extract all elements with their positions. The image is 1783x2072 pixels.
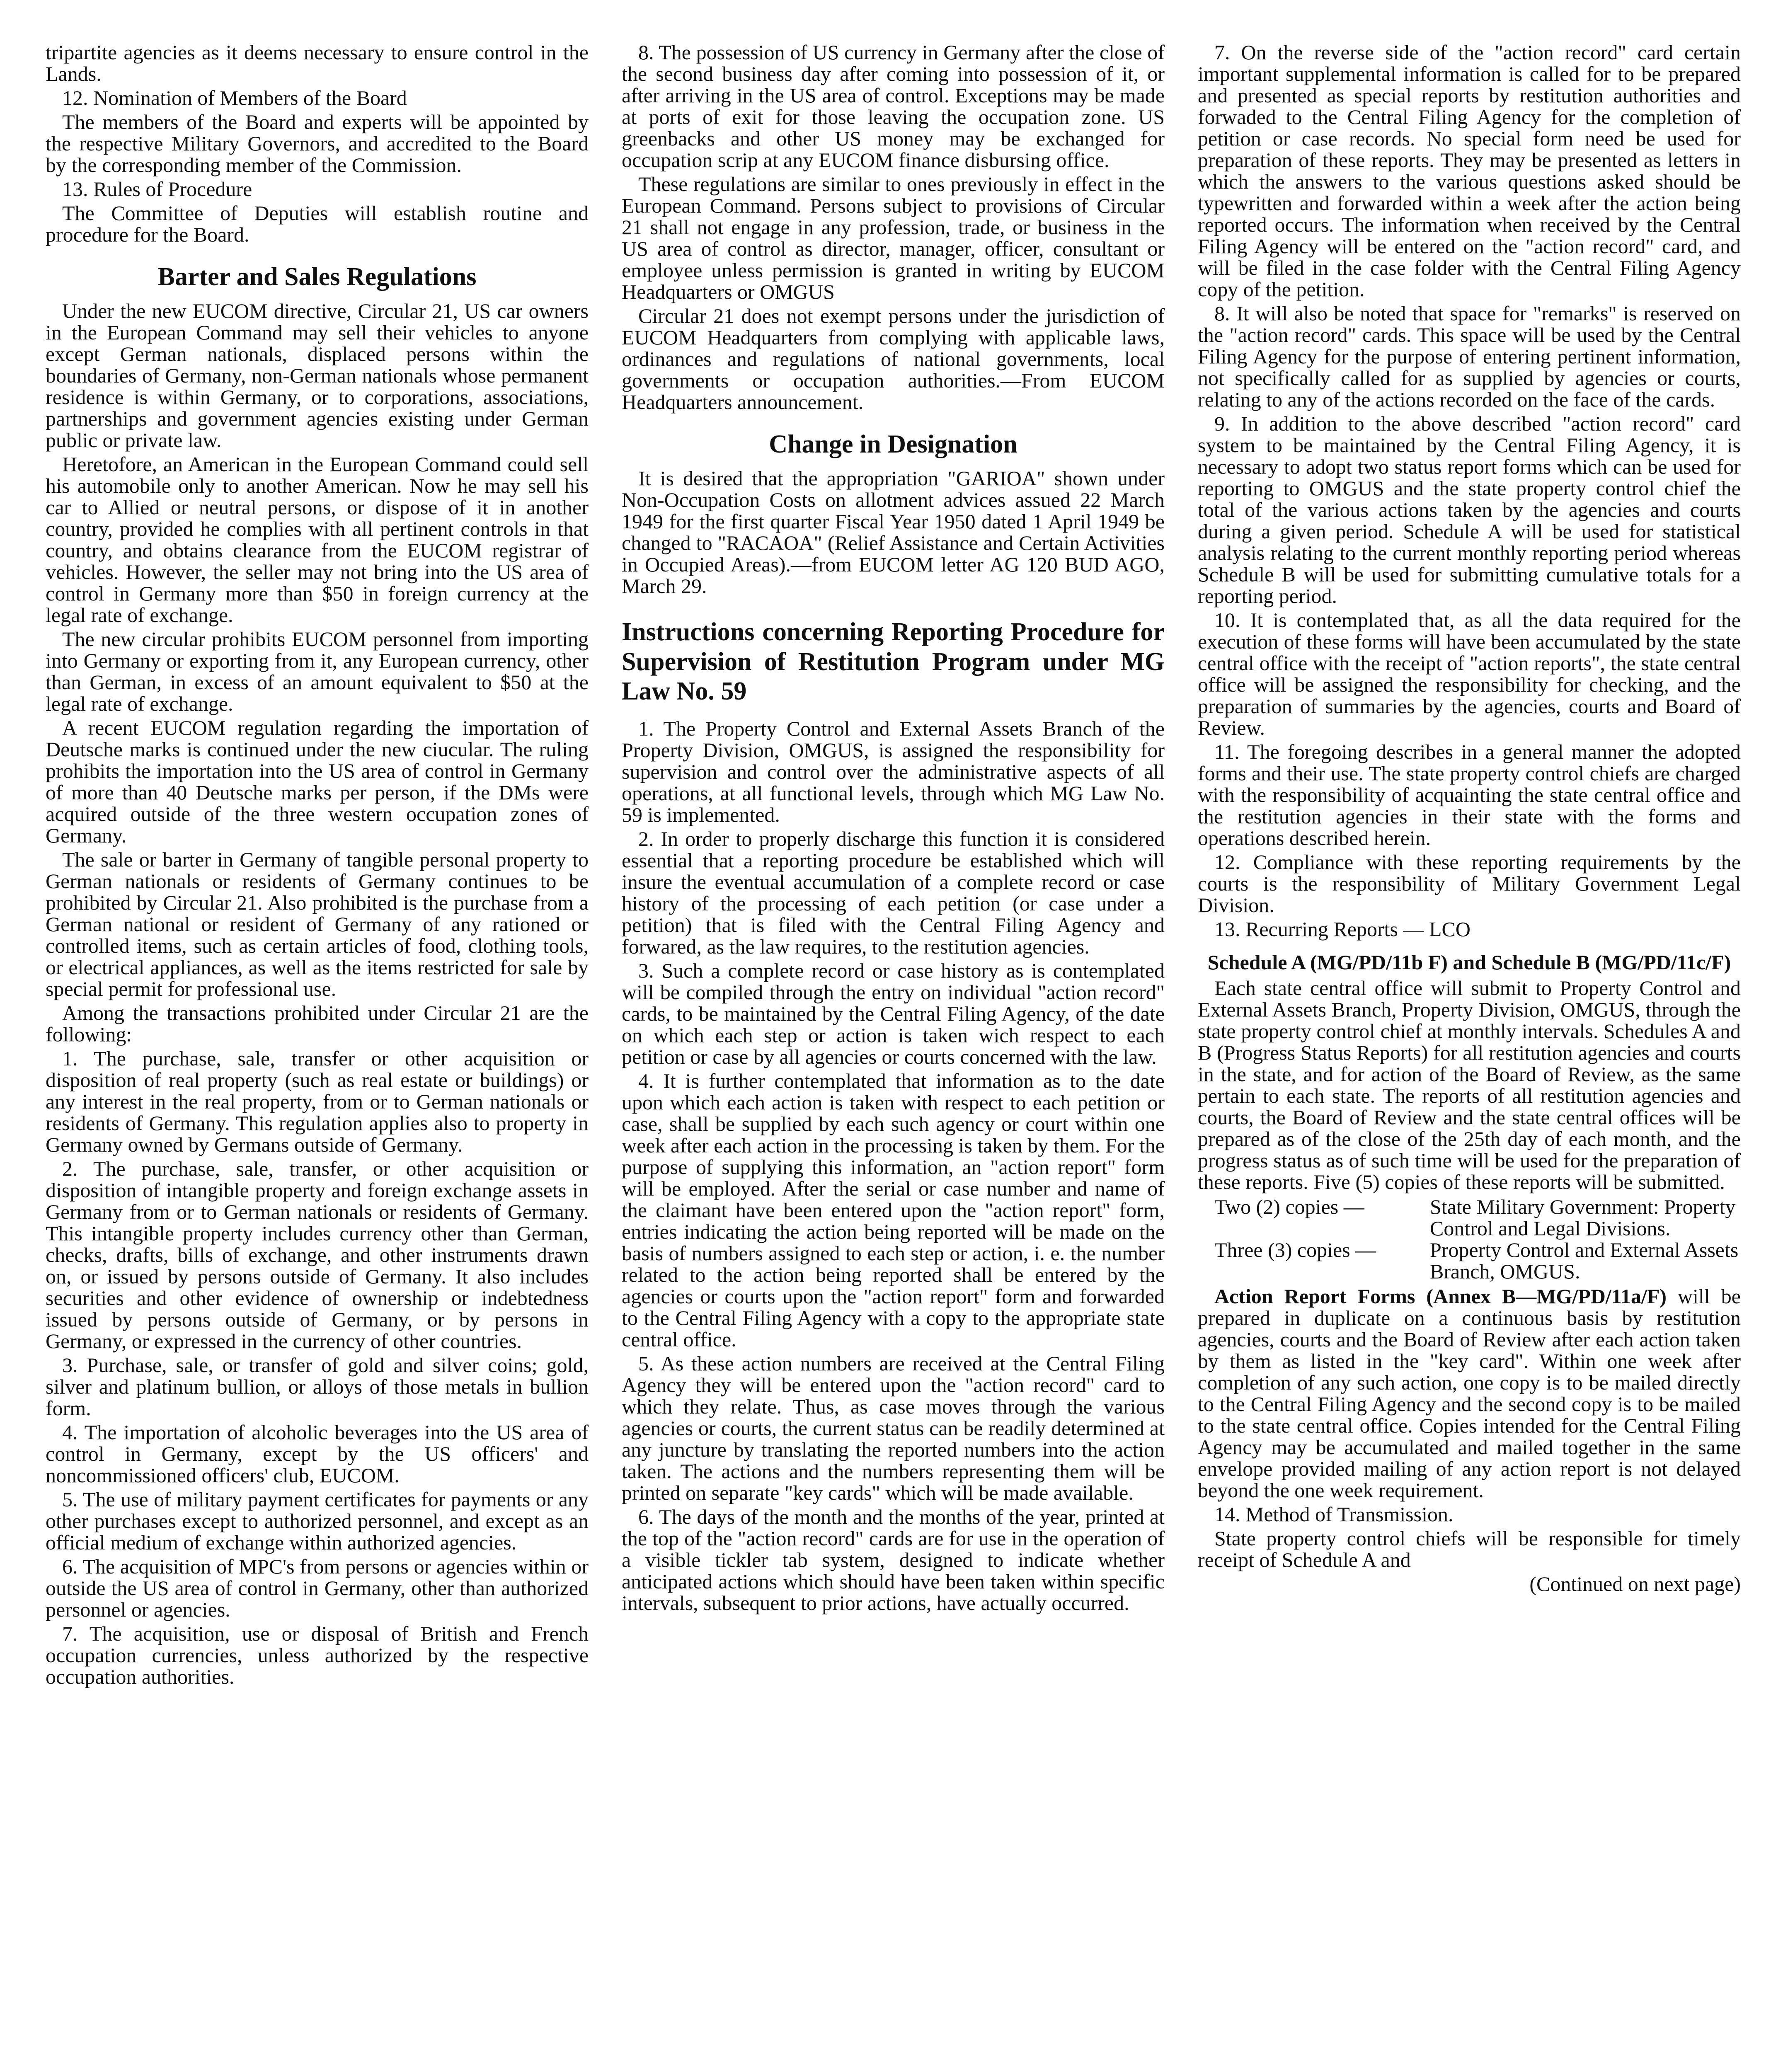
section-heading: 12. Nomination of Members of the Board	[62, 86, 407, 109]
list-item: 1. The Property Control and External Assets Branch of the Property Division, OMGUS, is assigned the responsibility for supervision and control over the administrative aspects of all operations, at all functional levels, through which MG Law No. 59 is implemented.	[622, 717, 1165, 827]
list-item: 5. As these action numbers are received at the Central Filing Agency they will be entered upon the "action record" card to which they relate. Thus, as case moves through the various agencies or courts, the current status can be readily determined at any juncture by translating the reported numbers into the action taken. The actions and the numbers representing them will be printed on separate "key cards" which will be made available.	[622, 1352, 1165, 1505]
page-body	[46, 41, 1741, 2072]
paragraph: The sale or barter in Germany of tangible personal property to German nationals or residents of Germany continues to be prohibited by Circular 21. Also prohibited is the purchase from a German national or resident of Germany of any rationed or controlled items, such as certain articles of food, clothing tools, or electrical appliances, as well as the items restricted for sale by special permit for professional use.	[46, 848, 589, 1001]
paragraph: Among the transactions prohibited under Circular 21 are the following:	[46, 1001, 589, 1046]
article-heading-change-in-designation: Change in Designation	[769, 430, 1017, 458]
article-heading-instructions: Instructions concerning Reporting Procedure for Supervision of Restitution Program under MG Law No. 59	[622, 618, 1165, 706]
schedule-heading: Schedule A (MG/PD/11b F) and Schedule B (MG/PD/11c/F)	[1207, 951, 1731, 974]
list-item: 9. In addition to the above described "action record" card system to be maintained by the Central Filing Agency, it is necessary to adopt two status report forms which can be used for reporting to OMGUS and the state property control chief the total of the various actions taken by the agencies and courts during a given period. Schedule A will be used for statistical analysis relating to the current monthly reporting period whereas Schedule B will be used for submitting cumulative totals for a reporting period.	[1198, 412, 1741, 608]
list-item: 3. Purchase, sale, or transfer of gold and silver coins; gold, silver and platinum bullion, or alloys of those metals in bullion form.	[46, 1353, 589, 1420]
list-item: 12. Compliance with these reporting requirements by the courts is the responsibility of Military Government Legal Division.	[1198, 850, 1741, 917]
paragraph: tripartite agencies as it deems necessary to ensure control in the Lands.	[46, 41, 589, 85]
column-1	[46, 41, 589, 2072]
paragraph-action-report-forms	[1198, 1285, 1741, 1501]
paragraph-text: will be prepared in duplicate on a continuous basis by restitution agencies, courts and the Board of Review after each action taken by them as listed in the "key card". Within one week after completion of any such action, one copy is to be mailed directly to the Central Filing Agency and the second copy is to be mailed to the state central office. Copies intended for the Central Filing Agency may be accumulated and mailed together in the same envelope provided mailing of any action report is not delayed beyond the one week requirement.	[1198, 1285, 1741, 1502]
paragraph: The Committee of Deputies will establish routine and procedure for the Board.	[46, 201, 589, 246]
copies-count: Three (3) copies —	[1214, 1238, 1376, 1261]
bold-lead-in: Action Report Forms (Annex B—MG/PD/11a/F)	[1214, 1285, 1667, 1308]
continued-note: (Continued on next page)	[1529, 1572, 1741, 1595]
section-heading: 13. Rules of Procedure	[62, 177, 252, 201]
paragraph: The members of the Board and experts will be appointed by the respective Military Governors, and accredited to the Board by the corresponding member of the Commission.	[46, 110, 589, 177]
paragraph: Under the new EUCOM directive, Circular 21, US car owners in the European Command may sell their vehicles to anyone except German nationals, displaced persons within the boundaries of Germany, non-German nationals whose permanent residence is within Germany, or to corporations, associations, partnerships and government agencies existing under German public or private law.	[46, 299, 589, 452]
paragraph: The new circular prohibits EUCOM personnel from importing into Germany or exporting from it, any European currency, other than German, in excess of an amount equivalent to $50 at the legal rate of exchange.	[46, 627, 589, 716]
paragraph: Circular 21 does not exempt persons under the jurisdiction of EUCOM Headquarters from complying with applicable laws, ordinances and regulations of national governments, local governments or occupation authorities.—From EUCOM Headquarters announcement.	[622, 304, 1165, 414]
list-item: 7. On the reverse side of the "action record" card certain important supplemental information is called for to be prepared and presented as special reports by restitution authorities and forwaded to the Central Filing Agency for the completion of petition or case records. No special form need be used for preparation of these reports. They may be presented as letters in which the answers to the various questions asked should be typewritten and forwarded within a week after the action being reported occurs. The information when received by the Central Filing Agency will be entered on the "action record" card, and will be filed in the case folder with the Central Filing Agency copy of the petition.	[1198, 41, 1741, 301]
list-item: 6. The days of the month and the months of the year, printed at the top of the "action record" cards are for use in the operation of a visible tickler tab system, designed to indicate whether anticipated actions which should have been taken within specific intervals, subsequent to prior actions, have actually occurred.	[622, 1505, 1165, 1615]
copies-destination: Property Control and External Assets Branch, OMGUS.	[1430, 1238, 1739, 1283]
copies-table	[1214, 1196, 1741, 1282]
list-item: 6. The acquisition of MPC's from persons or agencies within or outside the US area of control in Germany, other than authorized personnel or agencies.	[46, 1555, 589, 1622]
list-item: 8. The possession of US currency in Germany after the close of the second business day after coming into possession of it, or after arriving in the US area of control. Exceptions may be made at ports of exit for those leaving the occupation zone. US greenbacks and other US money may be exchanged for occupation scrip at any EUCOM finance disbursing office.	[622, 41, 1165, 172]
copies-destination: State Military Government: Property Control and Legal Divisions.	[1430, 1195, 1736, 1240]
list-item: 10. It is contemplated that, as all the data required for the execution of these forms will have been accumulated by the state central office with the receipt of "action reports", the state central office will be assigned the responsibility for checking, and the preparation of summaries by the agencies, courts and Board of Review.	[1198, 608, 1741, 739]
list-item: 4. The importation of alcoholic beverages into the US area of control in Germany, except by the US officers' and noncommissioned officers' club, EUCOM.	[46, 1421, 589, 1487]
list-item: 4. It is further contemplated that information as to the date upon which each action is taken with respect to each petition or case, shall be supplied by each such agency or court within one week after each action in the processing is taken by them. For the purpose of supplying this information, an "action report" form will be employed. After the serial or case number and name of the claimant have been entered upon the "action report" form, entries indicating the action being reported will be made on the basis of numbers assigned to each step or action, i. e. the number related to the action being reported shall be entered by the agencies or courts upon the "action report" form and forwarded to the Central Filing Agency with a copy to the appropriate state central office.	[622, 1069, 1165, 1351]
list-item: 11. The foregoing describes in a general manner the adopted forms and their use. The state property control chiefs are charged with the responsibility of acquainting the state central office and the restitution agencies in their state with the forms and operations described herein.	[1198, 740, 1741, 850]
list-item: 7. The acquisition, use or disposal of British and French occupation currencies, unless authorized by the respective occupation authorities.	[46, 1622, 589, 1689]
list-item: 2. In order to properly discharge this function it is considered essential that a reporting procedure be established which will insure the eventual accumulation of a complete record or case history of the processing of each petition (or case under a petition) that is filed with the Central Filing Agency and forwared, as the law requires, to the restitution agencies.	[622, 827, 1165, 959]
article-heading-barter: Barter and Sales Regulations	[157, 263, 477, 291]
list-item: 3. Such a complete record or case history as is contemplated will be compiled through the entry on individual "action record" cards, to be maintained by the Central Filing Agency, of the date on which each step or action is taken wich respect to each petition or case by all agencies or courts concerned with the law.	[622, 959, 1165, 1069]
list-item: 5. The use of military payment certificates for payments or any other purchases except to authorized personnel, and except as an official medium of exchange within authorized agencies.	[46, 1488, 589, 1554]
list-item: 2. The purchase, sale, transfer, or other acquisition or disposition of intangible property and foreign exchange assets in Germany from or to German nationals or residents of Germany. This intangible property includes currency other than German, checks, drafts, bills of exchange, and other instruments drawn on, or issued by persons outside of Germany. It also includes securities and other evidence of ownership or indebtedness issued by persons outside of Germany, or by persons in Germany, or expressed in the currency of other countries.	[46, 1157, 589, 1353]
list-item: 1. The purchase, sale, transfer or other acquisition or disposition of real property (such as real estate or buildings) or any interest in the real property, from or to German nationals or residents of Germany. This regulation applies also to property in Germany owned by Germans outside of Germany.	[46, 1047, 589, 1157]
paragraph: Heretofore, an American in the European Command could sell his automobile only to another American. Now he may sell his car to Allied or neutral persons, or dispose of it in another country, provided he complies with all pertinent controls in that country, and obtains clearance from the EUCOM registrar of vehicles. However, the seller may not bring into the US area of control in Germany more than $50 in foreign currency at the legal rate of exchange.	[46, 453, 589, 627]
section-heading: 13. Recurring Reports — LCO	[1214, 917, 1470, 941]
column-2	[622, 41, 1165, 2072]
paragraph: A recent EUCOM regulation regarding the importation of Deutsche marks is continued under the new ciucular. The ruling prohibits the importation into the US area of control in Germany of more than 40 Deutsche marks per person, if the DMs were acquired outside of the three western occupation zones of Germany.	[46, 716, 589, 847]
paragraph: These regulations are similar to ones previously in effect in the European Command. Persons subject to provisions of Circular 21 shall not engage in any profession, trade, or business in the US area of control as director, manager, officer, consultant or employee unless permission is granted in writing by EUCOM Headquarters or OMGUS	[622, 172, 1165, 303]
paragraph: State property control chiefs will be responsible for timely receipt of Schedule A and	[1198, 1527, 1741, 1571]
paragraph: It is desired that the appropriation "GARIOA" shown under Non-Occupation Costs on allotment advices assued 22 March 1949 for the first quarter Fiscal Year 1950 dated 1 April 1949 be changed to "RACAOA" (Relief Assistance and Certain Activities in Occupied Areas).—from EUCOM letter AG 120 BUD AGO, March 29.	[622, 467, 1165, 598]
copies-count: Two (2) copies —	[1214, 1195, 1364, 1218]
column-3	[1198, 41, 1741, 2072]
list-item: 8. It will also be noted that space for "remarks" is reserved on the "action record" cards. This space will be used by the Central Filing Agency for the purpose of entering pertinent information, not specifically called for as supplied by agencies or courts, relating to any of the actions recorded on the face of the cards.	[1198, 302, 1741, 411]
paragraph: Each state central office will submit to Property Control and External Assets Branch, Property Division, OMGUS, through the state property control chief at monthly intervals. Schedules A and B (Progress Status Reports) for all restitution agencies and courts in the state, and for action of the Board of Review, as the same pertain to each state. The reports of all restitution agencies and courts, the Board of Review and the state central offices will be prepared as of the close of the 25th day of each month, and the progress status as of such time will be used for the preparation of these reports. Five (5) copies of these reports will be submitted.	[1198, 976, 1741, 1193]
section-heading: 14. Method of Transmission.	[1214, 1503, 1454, 1526]
